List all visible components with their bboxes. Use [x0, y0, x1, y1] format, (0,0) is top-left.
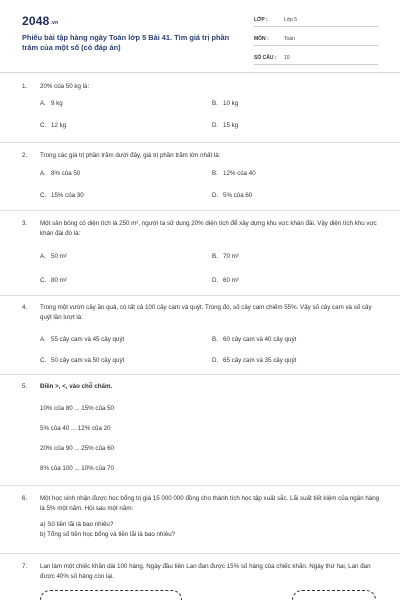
- question-number: 3.: [22, 220, 28, 227]
- option-text: 10 kg: [223, 100, 239, 107]
- option-d[interactable]: [212, 192, 252, 199]
- meta-class: [254, 14, 378, 27]
- option-d[interactable]: [212, 277, 239, 284]
- meta-value: Toán: [284, 36, 295, 42]
- diagram-box-left: [40, 590, 182, 600]
- logo-suffix: .vn: [50, 20, 59, 26]
- option-c[interactable]: [40, 122, 66, 129]
- option-letter: C.: [40, 277, 47, 284]
- option-letter: B.: [212, 100, 218, 107]
- question-stem: Điền >, <, vào chỗ chấm.: [40, 383, 113, 390]
- option-text: 8% của 50: [51, 170, 81, 177]
- option-text: 12 kg: [51, 122, 67, 129]
- comparison-line[interactable]: 8% của 100 ... 10% của 70: [40, 465, 114, 472]
- question-divider: [0, 553, 400, 554]
- question-stem: 20% của 50 kg là:: [40, 83, 90, 90]
- question-divider: [0, 485, 400, 486]
- meta-subject: [254, 33, 378, 46]
- option-a[interactable]: [40, 253, 67, 260]
- meta-label: SỐ CÂU :: [254, 55, 277, 61]
- option-c[interactable]: [40, 192, 84, 199]
- option-a[interactable]: [40, 100, 63, 107]
- comparison-line[interactable]: 10% của 80 ... 15% của 50: [40, 405, 114, 412]
- option-text: 55 cây cam và 45 cây quýt: [51, 336, 125, 343]
- meta-value: 10: [284, 55, 290, 61]
- worksheet-header: [0, 0, 400, 72]
- option-text: 5% của 60: [223, 192, 253, 199]
- question-divider: [0, 210, 400, 211]
- option-b[interactable]: [212, 253, 239, 260]
- option-d[interactable]: [212, 357, 296, 364]
- question-stem: Một học sinh nhận được học bổng trị giá 15 000 000 đồng cho thành tích học tập xuất sắc. Lãi suất tiết kiệm của ngân hàng là 5% một năm. Hỏi sau một năm:: [40, 495, 380, 512]
- option-letter: A.: [40, 100, 46, 107]
- option-text: 15% của 30: [51, 192, 84, 199]
- option-letter: D.: [212, 357, 219, 364]
- option-text: 60 cây cam và 40 cây quýt: [223, 336, 297, 343]
- question-stem: Trong một vườn cây ăn quả, có tất cả 100 cây cam và quýt. Trong đó, số cây cam chiếm 55%. Vậy số cây cam và số cây quýt lần lượt là:: [40, 304, 372, 321]
- option-a[interactable]: [40, 170, 80, 177]
- option-c[interactable]: [40, 357, 124, 364]
- option-text: 15 kg: [223, 122, 239, 129]
- option-letter: D.: [212, 277, 219, 284]
- option-text: 65 cây cam và 35 cây quýt: [223, 357, 297, 364]
- question-divider: [0, 142, 400, 143]
- comparison-line[interactable]: 5% của 40 ... 12% của 20: [40, 425, 111, 432]
- option-b[interactable]: [212, 100, 238, 107]
- option-c[interactable]: [40, 277, 67, 284]
- option-text: 60 m²: [223, 277, 239, 284]
- option-text: 50 m²: [51, 253, 67, 260]
- option-letter: A.: [40, 253, 46, 260]
- question-divider: [0, 295, 400, 296]
- diagram-box-right: [292, 590, 376, 600]
- option-letter: A.: [40, 170, 46, 177]
- worksheet-title: Phiếu bài tập hàng ngày Toán lớp 5 Bài 41. Tìm giá trị phần trăm của một số (có đáp án): [22, 33, 230, 52]
- question-divider: [0, 374, 400, 375]
- question-number: 5.: [22, 383, 28, 390]
- question-number: 7.: [22, 563, 28, 570]
- site-logo[interactable]: [22, 14, 58, 28]
- option-letter: D.: [212, 122, 219, 129]
- option-letter: A.: [40, 336, 46, 343]
- question-stem: Lan làm một chiếc khăn dài 100 hàng. Ngày đầu tiên Lan đan được 15% số hàng của chiếc khăn. Ngày thứ hai, Lan đan được 40% số hàng còn lại.: [40, 563, 371, 580]
- option-letter: D.: [212, 192, 219, 199]
- option-d[interactable]: [212, 122, 238, 129]
- option-letter: C.: [40, 357, 47, 364]
- option-letter: C.: [40, 122, 47, 129]
- header-divider: [0, 72, 400, 73]
- option-text: 50 cây cam và 50 cây quýt: [51, 357, 125, 364]
- comparison-line[interactable]: 20% của 90 ... 25% của 60: [40, 445, 114, 452]
- question-number: 6.: [22, 495, 28, 502]
- option-a[interactable]: [40, 336, 124, 343]
- option-text: 70 m²: [223, 253, 239, 260]
- question-stem: Trong các giá trị phần trăm dưới đây, giá trị phần trăm lớn nhất là:: [40, 152, 221, 159]
- worksheet-meta: [254, 14, 378, 71]
- sub-question-a: a) Số tiền lãi là bao nhiêu?: [40, 521, 114, 528]
- option-text: 12% của 40: [223, 170, 256, 177]
- question-number: 1.: [22, 83, 28, 90]
- question-number: 4.: [22, 304, 28, 311]
- option-text: 80 m²: [51, 277, 67, 284]
- question-stem: Một sân bóng có diện tích là 250 m², người ta sử dụng 20% diện tích để xây dựng khu vực khán đài. Vậy diện tích khu vực khán đài đó là:: [40, 220, 377, 237]
- option-letter: B.: [212, 253, 218, 260]
- option-letter: B.: [212, 336, 218, 343]
- question-number: 2.: [22, 152, 28, 159]
- option-text: 9 kg: [51, 100, 63, 107]
- option-letter: B.: [212, 170, 218, 177]
- meta-value: Lớp 5: [284, 17, 298, 23]
- option-letter: C.: [40, 192, 47, 199]
- meta-label: LỚP :: [254, 17, 268, 23]
- meta-count: [254, 52, 378, 65]
- option-b[interactable]: [212, 336, 296, 343]
- meta-label: MÔN :: [254, 36, 269, 42]
- option-b[interactable]: [212, 170, 256, 177]
- sub-question-b: b) Tổng số tiền học bổng và tiền lãi là bao nhiêu?: [40, 531, 176, 538]
- logo-main: 2048: [22, 14, 50, 28]
